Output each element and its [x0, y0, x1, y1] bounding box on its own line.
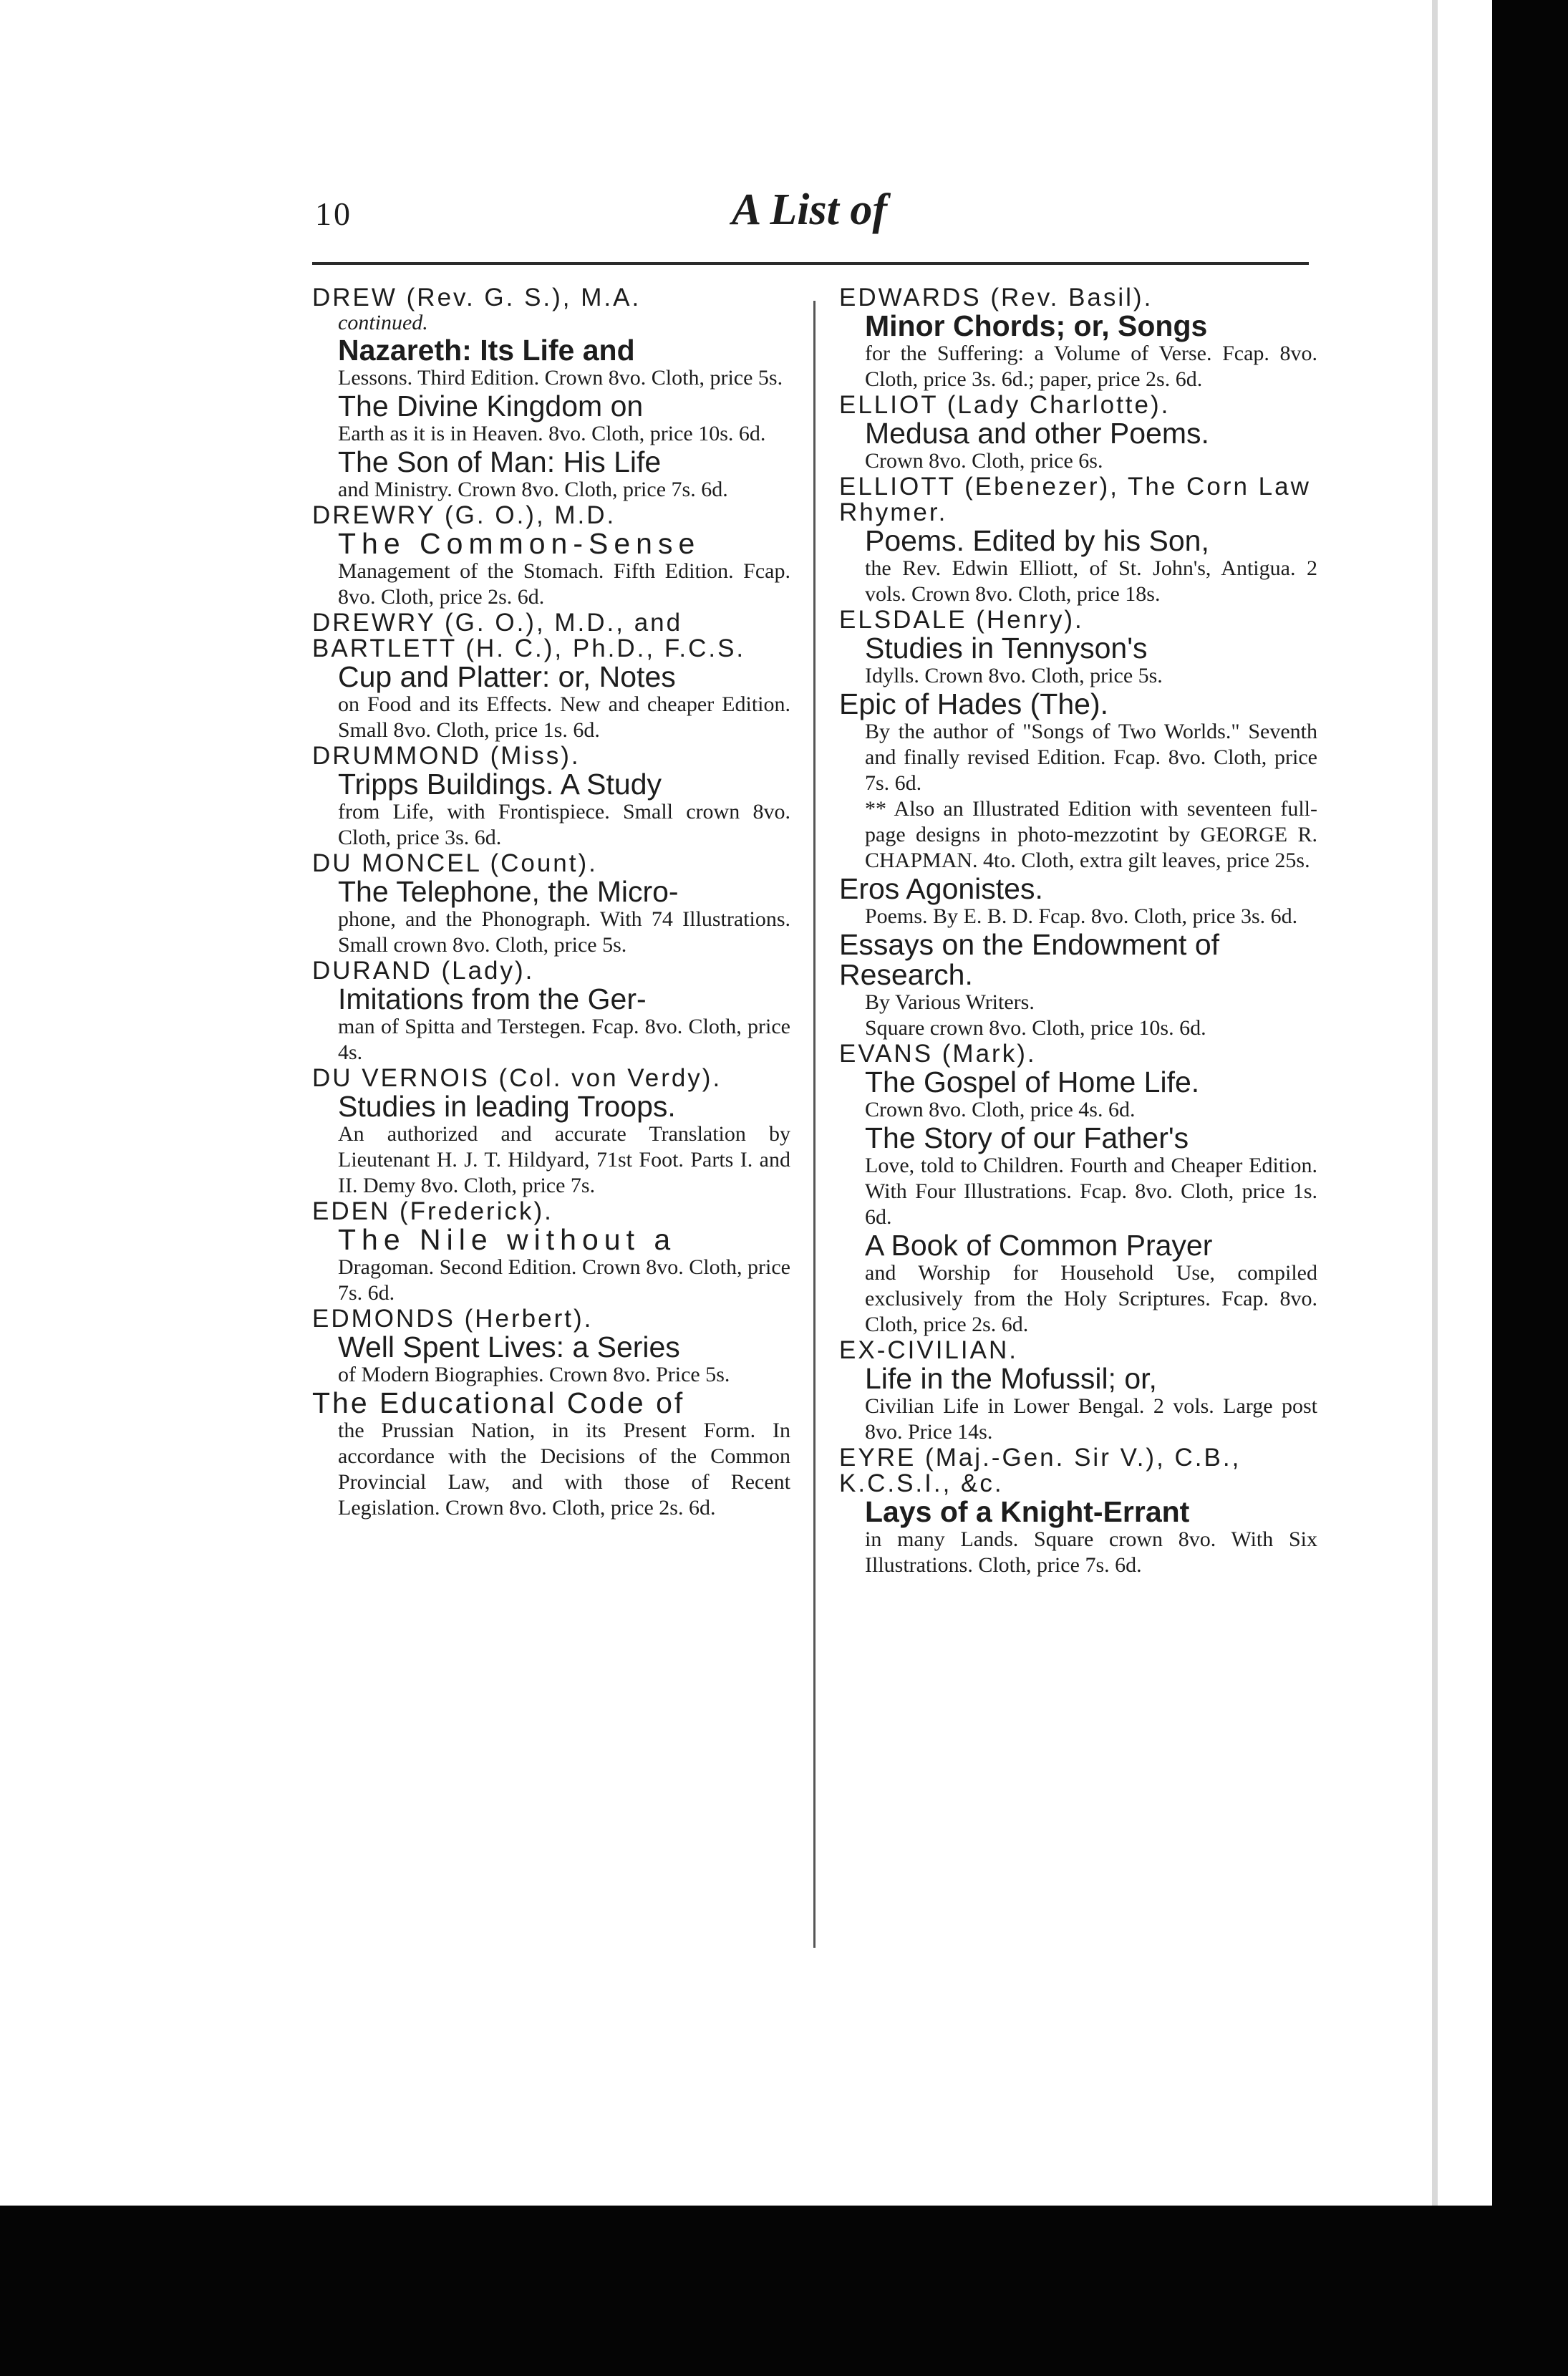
author-heading: ELLIOT (Lady Charlotte).	[839, 391, 1171, 419]
catalog-entry	[312, 503, 790, 610]
book-details: man of Spitta and Terstegen. Fcap. 8vo. Cloth, price 4s.	[338, 1015, 790, 1064]
book-title: The Gospel of Home Life.	[865, 1066, 1200, 1098]
book-title: Lays of a Knight-Errant	[865, 1495, 1190, 1528]
book-title: Cup and Platter: or, Notes	[338, 660, 676, 693]
book-title: Studies in leading Troops.	[338, 1090, 676, 1123]
book-title: The Divine Kingdom on	[338, 390, 644, 422]
catalog-entry	[312, 1199, 790, 1306]
book-title: The Common-Sense	[338, 527, 701, 560]
book-details: Earth as it is in Heaven. 8vo. Cloth, price 10s. 6d.	[338, 422, 766, 445]
catalog-entry	[312, 1066, 790, 1199]
catalog-entry	[839, 689, 1317, 874]
author-heading: DURAND (Lady).	[312, 957, 535, 985]
book-details: ** Also an Illustrated Edition with seventeen full-page designs in photo-mezzotint by GEORGE R. CHAPMAN. 4to. Cloth, extra gilt leaves, price 25s.	[865, 797, 1317, 872]
book-details: and Ministry. Crown 8vo. Cloth, price 7s. 6d.	[338, 478, 728, 501]
book-title: The Son of Man: His Life	[338, 445, 662, 478]
book-title: Epic of Hades (The).	[839, 687, 1108, 720]
catalog-entry	[312, 1306, 790, 1388]
page-number: 10	[315, 195, 352, 232]
catalog-entry	[312, 1388, 790, 1521]
catalog-entry	[312, 610, 790, 743]
header-rule	[312, 262, 1309, 265]
book-details: and Worship for Household Use, compiled exclusively from the Holy Scriptures. Fcap. 8vo. Cloth, price 2s. 6d.	[865, 1261, 1317, 1336]
scan-border-bottom	[0, 2206, 1568, 2376]
book-details: the Prussian Nation, in its Present Form. In accordance with the Decisions of the Common Provincial Law, and with those of Recent Legislation. Crown 8vo. Cloth, price 2s. 6d.	[338, 1419, 790, 1520]
book-details: Idylls. Crown 8vo. Cloth, price 5s.	[865, 664, 1163, 687]
book-title: Essays on the Endowment of Research.	[839, 928, 1220, 991]
catalog-entry	[839, 607, 1317, 689]
author-heading: DRUMMOND (Miss).	[312, 742, 581, 770]
author-heading: DREWRY (G. O.), M.D.	[312, 501, 616, 529]
catalog-entry	[312, 743, 790, 851]
book-title: The Telephone, the Micro-	[338, 875, 679, 908]
scan-border-right	[1492, 0, 1568, 2376]
catalog-entry	[839, 392, 1317, 474]
book-title: Imitations from the Ger-	[338, 982, 647, 1015]
column-divider	[813, 301, 816, 1948]
catalog-entry	[312, 958, 790, 1066]
book-details: in many Lands. Square crown 8vo. With Six Illustrations. Cloth, price 7s. 6d.	[865, 1527, 1317, 1577]
book-title: Minor Chords; or, Songs	[865, 309, 1208, 342]
book-title: Eros Agonistes.	[839, 872, 1043, 905]
author-heading: ELLIOTT (Ebenezer), The Corn Law Rhymer.	[839, 473, 1311, 526]
book-title: Tripps Buildings. A Study	[338, 768, 662, 801]
book-details: Square crown 8vo. Cloth, price 10s. 6d.	[865, 1016, 1206, 1040]
book-details: of Modern Biographies. Crown 8vo. Price 5s.	[338, 1363, 730, 1386]
continued-note: continued.	[338, 311, 428, 334]
right-column	[839, 285, 1317, 1578]
author-heading: DU MONCEL (Count).	[312, 849, 598, 877]
book-details: Love, told to Children. Fourth and Cheaper Edition. With Four Illustrations. Fcap. 8vo. Cloth, price 1s. 6d.	[865, 1154, 1317, 1229]
book-title: Medusa and other Poems.	[865, 417, 1209, 450]
catalog-entry	[839, 1041, 1317, 1338]
author-heading: EDEN (Frederick).	[312, 1197, 553, 1225]
page-fold-shadow	[1432, 0, 1438, 2206]
book-details: the Rev. Edwin Elliott, of St. John's, Antigua. 2 vols. Crown 8vo. Cloth, price 18s.	[865, 556, 1317, 606]
catalog-entry	[312, 851, 790, 958]
book-details: Lessons. Third Edition. Crown 8vo. Cloth, price 5s.	[338, 366, 783, 390]
book-title: Well Spent Lives: a Series	[338, 1331, 680, 1363]
book-details: on Food and its Effects. New and cheaper Edition. Small 8vo. Cloth, price 1s. 6d.	[338, 692, 790, 742]
book-details: Dragoman. Second Edition. Crown 8vo. Cloth, price 7s. 6d.	[338, 1255, 790, 1305]
book-details: An authorized and accurate Translation by Lieutenant H. J. T. Hildyard, 71st Foot. Parts I. and II. Demy 8vo. Cloth, price 7s.	[338, 1122, 790, 1197]
book-title: The Educational Code of	[312, 1386, 685, 1419]
book-title: The Nile without a	[338, 1223, 677, 1256]
book-title: Nazareth: Its Life and	[338, 334, 635, 367]
author-heading: DREWRY (G. O.), M.D., and BARTLETT (H. C.), Ph.D., F.C.S.	[312, 609, 746, 662]
book-details: By the author of "Songs of Two Worlds." Seventh and finally revised Edition. Fcap. 8vo. Cloth, price 7s. 6d.	[865, 720, 1317, 795]
author-heading: EVANS (Mark).	[839, 1040, 1037, 1068]
author-heading: EDMONDS (Herbert).	[312, 1305, 594, 1333]
author-heading: ELSDALE (Henry).	[839, 606, 1084, 634]
book-title: Studies in Tennyson's	[865, 632, 1148, 665]
book-title: Life in the Mofussil; or,	[865, 1362, 1157, 1395]
book-details: from Life, with Frontispiece. Small crown 8vo. Cloth, price 3s. 6d.	[338, 800, 790, 849]
catalog-entry	[839, 474, 1317, 607]
book-title: A Book of Common Prayer	[865, 1229, 1213, 1262]
book-title: The Story of our Father's	[865, 1121, 1189, 1154]
author-heading: EX-CIVILIAN.	[839, 1336, 1018, 1364]
book-details: By Various Writers.	[865, 990, 1035, 1014]
author-heading: DREW (Rev. G. S.), M.A.	[312, 284, 642, 312]
author-heading: EDWARDS (Rev. Basil).	[839, 284, 1153, 312]
book-details: Civilian Life in Lower Bengal. 2 vols. Large post 8vo. Price 14s.	[865, 1394, 1317, 1444]
catalog-entry	[839, 929, 1317, 1041]
catalog-entry	[839, 285, 1317, 392]
catalog-entry	[839, 1445, 1317, 1578]
book-details: Management of the Stomach. Fifth Edition. Fcap. 8vo. Cloth, price 2s. 6d.	[338, 559, 790, 609]
book-details: Crown 8vo. Cloth, price 4s. 6d.	[865, 1098, 1136, 1121]
author-heading: EYRE (Maj.-Gen. Sir V.), C.B., K.C.S.I., &c.	[839, 1444, 1242, 1497]
catalog-entry	[312, 285, 790, 503]
book-details: phone, and the Phonograph. With 74 Illustrations. Small crown 8vo. Cloth, price 5s.	[338, 907, 790, 957]
left-column	[312, 285, 790, 1521]
book-details: Crown 8vo. Cloth, price 6s.	[865, 449, 1103, 473]
book-title: Poems. Edited by his Son,	[865, 524, 1209, 557]
running-title: A List of	[732, 185, 888, 234]
catalog-entry	[839, 874, 1317, 929]
catalog-entry	[839, 1338, 1317, 1445]
author-heading: DU VERNOIS (Col. von Verdy).	[312, 1064, 722, 1092]
book-details: Poems. By E. B. D. Fcap. 8vo. Cloth, price 3s. 6d.	[865, 904, 1298, 928]
book-details: for the Suffering: a Volume of Verse. Fcap. 8vo. Cloth, price 3s. 6d.; paper, price 2s. 6d.	[865, 342, 1317, 391]
